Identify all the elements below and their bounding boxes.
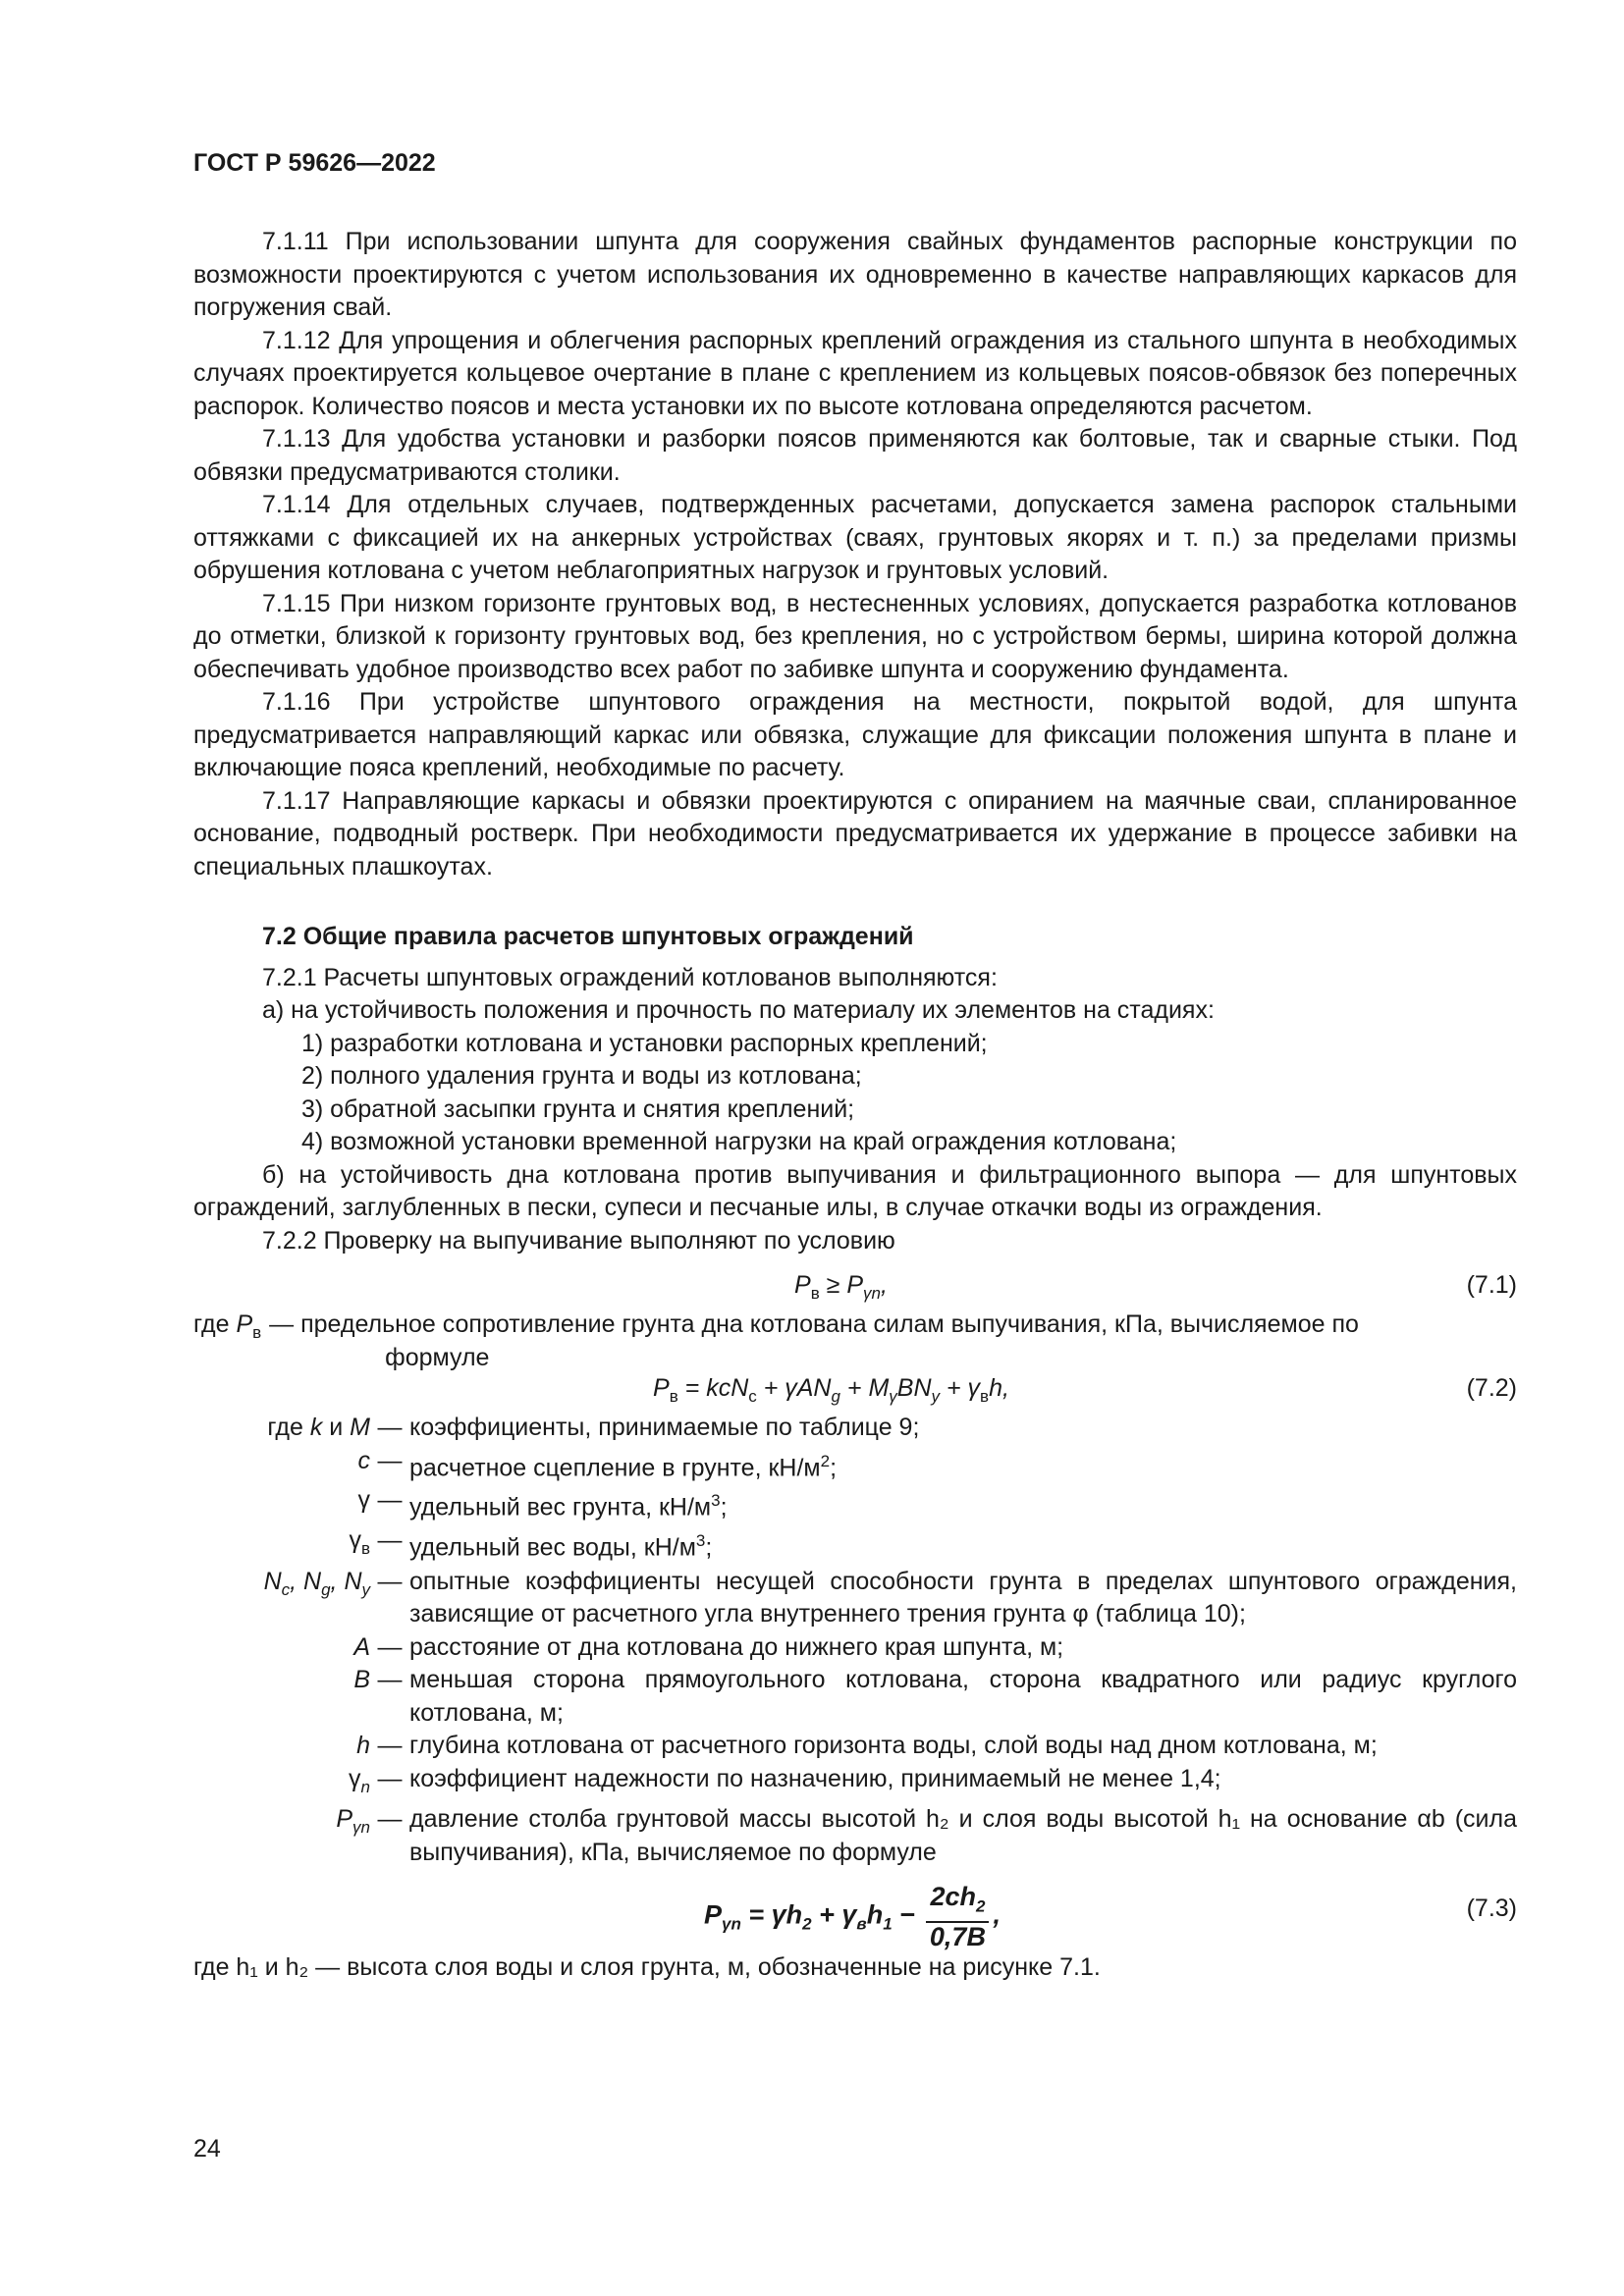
list-subitem-4: 4) возможной установки временной нагрузки на край ограждения котлована; <box>301 1128 1177 1155</box>
where-row-b: B — меньшая сторона прямоугольного котлована, сторона квадратного или радиус круглого котлована, м; <box>353 1666 1517 1727</box>
list-item-a: а) на устойчивость положения и прочность по материалу их элементов на стадиях: <box>262 996 1215 1024</box>
paragraph-7-1-16: 7.1.16 При устройстве шпунтового ограждения на местности, покрытой водой, для шпунта предусматривается направляющий каркас или обвязка, служащие для фиксации положения шпунта в плане и включающие пояса креплений, необходимые по расчету. <box>193 688 1517 781</box>
document-body <box>193 226 1517 1985</box>
formula-number: (7.2) <box>1466 1374 1517 1402</box>
formula-7-2: $P_в = kcN_c + \gamma AN_g + M_\gamma BN_y + \gamma_вh$, (7.2) <box>653 1374 1517 1406</box>
formula-7-3: $P_{\gamma n} = \gamma h_2 + \gamma_вh_1$ − $\frac{2ch_2}{0,7B}$ , (7.3) <box>704 1882 1517 1951</box>
paragraph-7-1-11: 7.1.11 При использовании шпунта для сооружения свайных фундаментов распорные конструкции по возможности проектируются с учетом использования их одновременно в качестве направляющих каркасов для погружения свай. <box>193 228 1517 321</box>
where-row-n-coef: $N_c$, $N_g$, $N_y$ — опытные коэффициенты несущей способности грунта в пределах шпунтового ограждения, зависящие от расчетного угла внутреннего трения грунта φ (таблица 10); <box>263 1567 1517 1629</box>
check-intro: 7.2.2 Проверку на выпучивание выполняют по условию <box>262 1226 895 1255</box>
list-intro: 7.2.1 Расчеты шпунтовых ограждений котлованов выполняются: <box>262 963 998 991</box>
paragraph-7-1-15: 7.1.15 При низком горизонте грунтовых вод, в нестесненных условиях, допускается разработка котлованов до отметки, близкой к горизонту грунтовых вод, без крепления, но с устройством бермы, ширина которой должна обеспечивать удобное производство всех работ по забивке шпунта и сооружению фундамента. <box>193 589 1517 683</box>
list-subitem-2: 2) полного удаления грунта и воды из котлована; <box>301 1062 862 1090</box>
footnote-h1-h2: где h₁ и h₂ — высота слоя воды и слоя грунта, м, обозначенные на рисунке 7.1. <box>193 1953 1101 1982</box>
where-row-p-gamma-n: $P_{\gamma n}$ — давление столба грунтовой массы высотой h₂ и слоя воды высотой h₁ на основание αb (сила выпучивания), кПа, вычисляемое по формуле <box>336 1805 1517 1866</box>
page-number: 24 <box>193 2135 221 2163</box>
paragraph-7-1-14: 7.1.14 Для отдельных случаев, подтвержденных расчетами, допускается замена распорок стальными оттяжками с фиксацией их на анкерных устройствах (сваях, грунтовых якорях и т. п.) за пределами призмы обрушения котлована с учетом неблагоприятных нагрузок и грунтовых условий. <box>193 491 1517 584</box>
where-row-gamma-w: $\gamma_в$ — удельный вес воды, $кН/м^3$; <box>349 1526 713 1562</box>
where-row-c: c — расчетное сцепление в грунте, $кН/м^2$; <box>357 1446 838 1481</box>
where-pv: где $P_в$ — предельное сопротивление грунта дна котлована силам выпучивания, кПа, вычисляемое по формуле <box>193 1310 1359 1371</box>
where-row-h: h — глубина котлована от расчетного горизонта воды, слой воды над дном котлована, м; <box>356 1732 1378 1760</box>
list-subitem-3: 3) обратной засыпки грунта и снятия креплений; <box>301 1095 855 1123</box>
where-row-gamma-n: $\gamma_n$ — коэффициент надежности по назначению, принимаемый не менее 1,4; <box>349 1764 1221 1796</box>
formula-7-1: $P_в \ge P_{\gamma n}$, (7.1) <box>794 1271 1517 1303</box>
list-subitem-1: 1) разработки котлована и установки распорных креплений; <box>301 1029 988 1057</box>
document-header: ГОСТ Р 59626—2022 <box>193 149 436 177</box>
paragraph-7-1-12: 7.1.12 Для упрощения и облегчения распорных креплений ограждения из стального шпунта в необходимых случаях проектируется кольцевое очертание в плане с креплением из кольцевых поясов-обвязок без поперечных распорок. Количество поясов и места установки их по высоте котлована определяются расчетом. <box>193 326 1517 420</box>
paragraph-7-1-13: 7.1.13 Для удобства установки и разборки поясов применяются как болтовые, так и сварные стыки. Под обвязки предусматриваются столики. <box>193 425 1517 486</box>
where-row-a: A — расстояние от дна котлована до нижнего края шпунта, м; <box>353 1632 1064 1661</box>
where-row-gamma: γ — удельный вес грунта, $кН/м^3$; <box>357 1486 728 1522</box>
where-row-k-m: где k и M — коэффициенты, принимаемые по таблице 9; <box>267 1414 920 1441</box>
formula-number: (7.3) <box>1466 1895 1517 1923</box>
section-heading: 7.2 Общие правила расчетов шпунтовых ограждений <box>262 923 914 950</box>
list-item-b: б) на устойчивость дна котлована против выпучивания и фильтрационного выпора — для шпунтовых ограждений, заглубленных в пески, супеси и песчаные илы, в случае откачки воды из ограждения. <box>193 1160 1517 1221</box>
paragraph-7-1-17: 7.1.17 Направляющие каркасы и обвязки проектируются с опиранием на маячные сваи, спланированное основание, подводный ростверк. При необходимости предусматривается их удержание в процессе забивки на специальных плашкоутах. <box>193 786 1517 881</box>
formula-number: (7.1) <box>1466 1271 1517 1299</box>
